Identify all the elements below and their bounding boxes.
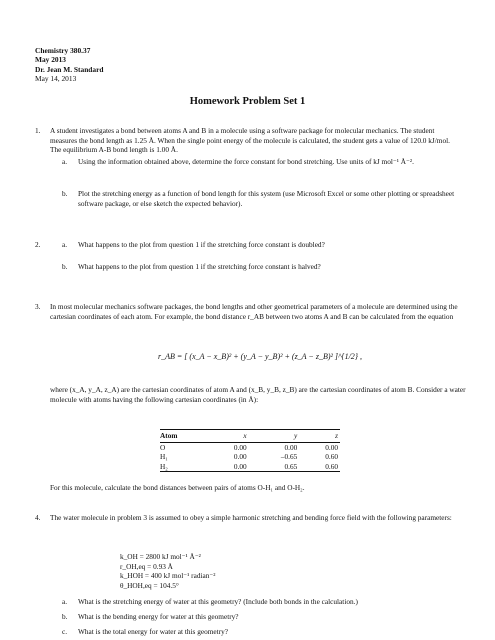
date: May 14, 2013: [35, 74, 77, 84]
table-header: Atom: [160, 430, 208, 443]
force-field-parameters: [120, 552, 215, 590]
q1a-text: Using the information obtained above, determine the force constant for bond stretching. Use units of kJ mol⁻¹ Å⁻².: [78, 157, 414, 166]
page-title: Homework Problem Set 1: [189, 96, 306, 107]
table-cell: –0.65: [280, 452, 298, 462]
q2b-label: b.: [62, 262, 68, 271]
q1-text: A student investigates a bond between atoms A and B in a molecule using a software package for molecular mechanics. The student measures the bond length as 1.25 Å. When the single point energy of the molecule is calculated, the student gets a value of 120.0 kJ/mol. The equilibrium A-B bond length is 1.00 Å.: [50, 126, 450, 155]
document-header: [35, 46, 104, 84]
table-cell: 0.60: [299, 462, 340, 472]
q1b-label: b.: [62, 189, 68, 198]
q1-number: 1.: [35, 126, 41, 135]
table-cell: 0.00: [208, 462, 249, 472]
table-cell: 0.00: [325, 443, 338, 452]
q3-where-text: where (x_A, y_A, z_A) are the cartesian coordinates of atom A and (x_B, y_B, z_B) are the cartesian coordinates of atom B. Consider a water molecule with atoms having the following cartesian coordinates (in Å):: [50, 385, 466, 404]
q2-number: 2.: [35, 240, 41, 249]
q3-number: 3.: [35, 302, 41, 311]
table-row: [160, 462, 340, 472]
term: May 2013: [35, 55, 66, 65]
table-row: [160, 443, 340, 453]
q4-text: The water molecule in problem 3 is assumed to obey a simple harmonic stretching and bending force field with the following parameters:: [50, 513, 452, 522]
param-k-hoh: k_HOH = 400 kJ mol⁻¹ radian⁻²: [120, 571, 216, 581]
q3-after-text: For this molecule, calculate the bond distances between pairs of atoms O-H₁ and O-H₂.: [50, 483, 305, 492]
table-cell: 0.00: [233, 452, 247, 462]
table-header: z: [299, 430, 340, 443]
table-cell: 0.00: [284, 443, 298, 452]
q1a-label: a.: [62, 157, 68, 166]
instructor: Dr. Jean M. Standard: [35, 64, 104, 74]
q4c-label: c.: [62, 627, 68, 636]
param-r-oh-eq: r_OH,eq = 0.93 Å: [120, 561, 173, 571]
q4-number: 4.: [35, 513, 41, 522]
table-cell: H₂: [160, 462, 208, 472]
table-cell: 0.65: [249, 462, 300, 472]
q4c-text: What is the total energy for water at this geometry?: [78, 627, 229, 636]
course-name: Chemistry 380.37: [35, 46, 91, 55]
q2a-label: a.: [62, 240, 68, 249]
q4b-text: What is the bending energy for water at this geometry?: [78, 612, 239, 621]
coordinates-table: [160, 429, 340, 472]
distance-equation: r_AB = [ (x_A − x_B)² + (y_A − y_B)² + (z_A − z_B)² ]^{1/2} ,: [158, 352, 362, 361]
q4a-label: a.: [62, 597, 68, 606]
q3-text: In most molecular mechanics software packages, the bond lengths and other geometrical parameters of a molecule are determined using the cartesian coordinates of each atom. For example, the bond distance r_AB between two atoms A and B can be calculated from the equation: [50, 302, 458, 321]
q2a-text: What happens to the plot from question 1 if the stretching force constant is doubled?: [78, 240, 325, 249]
q2b-text: What happens to the plot from question 1 if the stretching force constant is halved?: [78, 262, 321, 271]
param-theta-hoh-eq: θ_HOH,eq = 104.5°: [120, 580, 179, 590]
param-k-oh: k_OH = 2800 kJ mol⁻¹ Å⁻²: [120, 552, 201, 561]
table-cell: O: [160, 443, 166, 452]
table-row: [160, 452, 340, 461]
table-header: y: [249, 430, 300, 443]
table-header: x: [208, 430, 249, 443]
table-header-row: [160, 430, 340, 443]
q1b-text: Plot the stretching energy as a function of bond length for this system (use Microsoft Excel or some other plotting or spreadsheet software package, or else sketch the expected behavior).: [78, 189, 455, 208]
q4a-text: What is the stretching energy of water at this geometry? (Include both bonds in the calculation.): [78, 597, 358, 606]
table-cell: 0.00: [233, 443, 247, 452]
q4b-label: b.: [62, 612, 68, 621]
table-cell: 0.60: [325, 452, 338, 462]
table-cell: H₁: [160, 452, 168, 462]
